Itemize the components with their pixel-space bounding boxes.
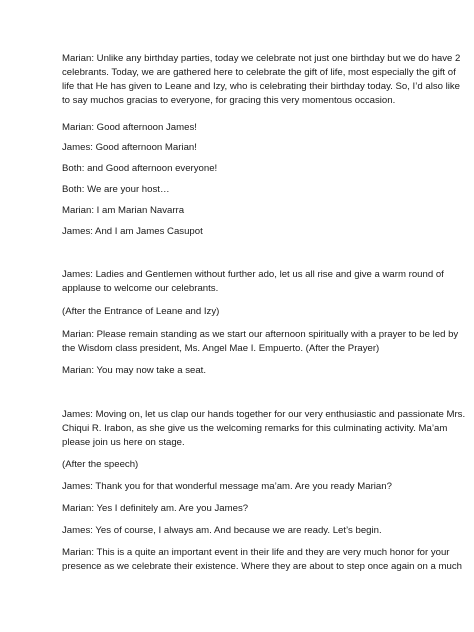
paragraph-line: celebrants. Today, we are gathered here to celebrate the gift of life, most especially the gift of [62, 67, 456, 78]
dialogue-line: Marian: I am Marian Navarra [62, 205, 185, 216]
paragraph-line: James: Moving on, let us clap our hands together for our very enthusiastic and passionate Mrs. [62, 409, 466, 420]
paragraph-line: the Wisdom class president, Ms. Angel Mae I. Empuerto. (After the Prayer) [62, 343, 380, 354]
paragraph-line: please join us here on stage. [62, 437, 185, 448]
dialogue-line: Both: We are your host… [62, 184, 170, 195]
dialogue-line: James: Thank you for that wonderful message ma’am. Are you ready Marian? [62, 481, 392, 492]
dialogue-line: Marian: Yes I definitely am. Are you James? [62, 503, 249, 514]
paragraph-line: applause to welcome our celebrants. [62, 283, 219, 294]
dialogue-line: Marian: You may now take a seat. [62, 365, 206, 376]
paragraph-line: James: Ladies and Gentlemen without further ado, let us all rise and give a warm round of [62, 269, 444, 280]
paragraph-line: life that He has given to Leane and Izy, who is celebrating their birthday today. So, I’d also like [62, 81, 461, 92]
paragraph-line: to say muchos gracias to everyone, for gracing this very momentous occasion. [62, 95, 396, 106]
dialogue-line: James: Good afternoon Marian! [62, 142, 197, 153]
dialogue-line: Marian: Good afternoon James! [62, 122, 197, 133]
paragraph-line: Marian: Unlike any birthday parties, today we celebrate not just one birthday but we do have 2 [62, 53, 461, 64]
paragraph-line: presence as we celebrate their existence. Where they are about to step once again on a much [62, 561, 462, 572]
stage-direction: (After the Entrance of Leane and Izy) [62, 306, 220, 317]
stage-direction: (After the speech) [62, 459, 139, 470]
paragraph-line: Marian: This is a quite an important event in their life and they are very much honor for your [62, 547, 450, 558]
dialogue-line: James: And I am James Casupot [62, 226, 203, 237]
dialogue-line: Both: and Good afternoon everyone! [62, 163, 218, 174]
paragraph-line: Chiqui R. Irabon, as she give us the welcoming remarks for this culminating activity. Ma’am [62, 423, 448, 434]
dialogue-line: James: Yes of course, I always am. And because we are ready. Let’s begin. [62, 525, 382, 536]
paragraph-line: Marian: Please remain standing as we start our afternoon spiritually with a prayer to be led by [62, 329, 459, 340]
